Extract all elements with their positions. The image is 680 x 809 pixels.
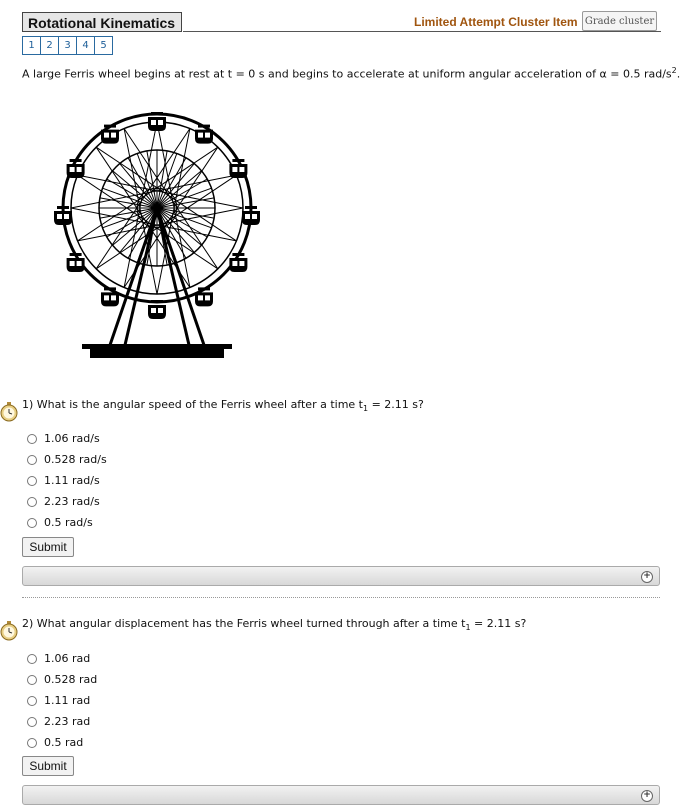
stopwatch-icon [0, 402, 18, 422]
answer-option[interactable] [27, 711, 97, 732]
option-label: 0.528 rad [44, 673, 98, 686]
question-subscript: 1 [465, 623, 471, 633]
feedback-bar-2[interactable] [22, 785, 660, 805]
question-tail: = 2.11 s? [470, 617, 527, 630]
option-label: 1.11 rad [44, 694, 91, 707]
radio-button[interactable] [27, 675, 37, 685]
radio-button[interactable] [27, 476, 37, 486]
ferris-wheel-image [40, 100, 280, 362]
pagination [22, 36, 113, 55]
page-link-3[interactable]: 3 [59, 37, 77, 54]
option-label: 1.06 rad/s [44, 432, 100, 445]
answer-option[interactable] [27, 648, 97, 669]
wheel-cabin [229, 159, 247, 178]
section-title: Rotational Kinematics [22, 12, 182, 32]
option-label: 0.5 rad/s [44, 516, 93, 529]
question-number: 1) [22, 398, 34, 411]
title-divider [183, 31, 661, 32]
stopwatch-icon [0, 621, 18, 641]
option-label: 1.11 rad/s [44, 474, 100, 487]
submit-button-1[interactable]: Submit [22, 537, 74, 557]
radio-button[interactable] [27, 717, 37, 727]
answer-option[interactable] [27, 491, 107, 512]
option-label: 2.23 rad [44, 715, 91, 728]
radio-button[interactable] [27, 497, 37, 507]
option-label: 0.528 rad/s [44, 453, 107, 466]
answer-options-2 [27, 648, 97, 753]
answer-option[interactable] [27, 690, 97, 711]
page-link-5[interactable]: 5 [100, 40, 107, 51]
wheel-cabin [67, 159, 85, 178]
answer-option[interactable] [27, 428, 107, 449]
option-label: 2.23 rad/s [44, 495, 100, 508]
wheel-cabin [101, 287, 119, 306]
radio-button[interactable] [27, 518, 37, 528]
question-text: What angular displacement has the Ferris wheel turned through after a time t [36, 617, 466, 630]
answer-option[interactable] [27, 470, 107, 491]
section-divider [22, 597, 660, 598]
problem-end: . [676, 67, 680, 81]
plus-icon[interactable]: + [641, 790, 653, 802]
radio-button[interactable] [27, 455, 37, 465]
page-link-1[interactable]: 1 [23, 37, 41, 54]
answer-option[interactable] [27, 512, 107, 533]
page-link-4[interactable]: 4 [77, 37, 95, 54]
feedback-bar-1[interactable] [22, 566, 660, 586]
wheel-cabin [67, 253, 85, 272]
problem-statement [22, 66, 680, 81]
page-link-2[interactable]: 2 [41, 37, 59, 54]
answer-option[interactable] [27, 669, 97, 690]
radio-button[interactable] [27, 696, 37, 706]
question-tail: = 2.11 s? [368, 398, 424, 411]
answer-options-1 [27, 428, 107, 533]
option-label: 1.06 rad [44, 652, 91, 665]
question-1 [22, 398, 424, 413]
question-number: 2) [22, 617, 34, 630]
problem-exponent: 2 [671, 66, 677, 75]
answer-option[interactable] [27, 449, 107, 470]
wheel-cabin [229, 253, 247, 272]
radio-button[interactable] [27, 738, 37, 748]
limited-attempt-label: Limited Attempt Cluster Item [414, 15, 578, 29]
question-2 [22, 617, 526, 632]
plus-icon[interactable]: + [641, 571, 653, 583]
question-text: What is the angular speed of the Ferris wheel after a time t [36, 398, 363, 411]
wheel-cabin [195, 287, 213, 306]
wheel-cabin [101, 125, 119, 144]
grade-cluster-button[interactable]: Grade cluster [582, 11, 657, 31]
problem-text: A large Ferris wheel begins at rest at t = 0 s and begins to accelerate at uniform angular acceleration of α = 0.5 rad/s [22, 67, 672, 81]
radio-button[interactable] [27, 654, 37, 664]
option-label: 0.5 rad [44, 736, 84, 749]
answer-option[interactable] [27, 732, 97, 753]
radio-button[interactable] [27, 434, 37, 444]
wheel-cabin [242, 206, 260, 225]
submit-button-2[interactable]: Submit [22, 756, 74, 776]
wheel-cabin [54, 206, 72, 225]
wheel-cabin [195, 125, 213, 144]
question-subscript: 1 [363, 404, 369, 414]
